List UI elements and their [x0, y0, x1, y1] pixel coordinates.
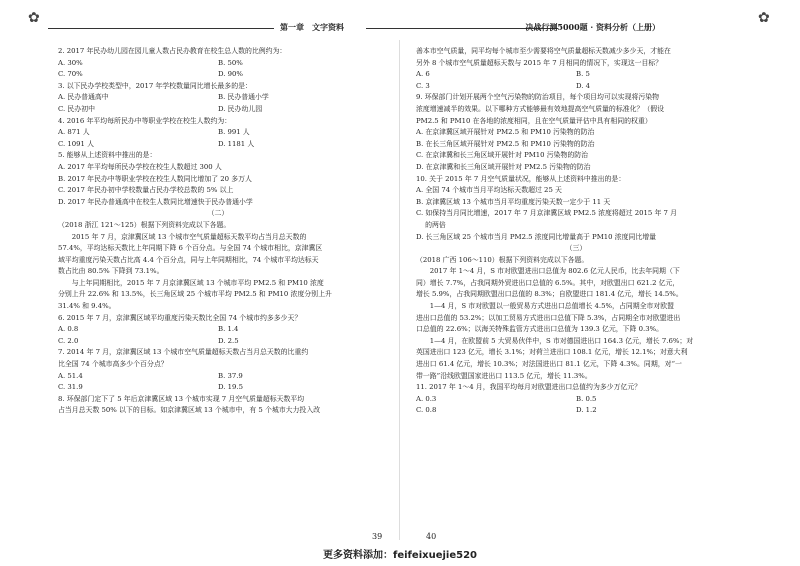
answer-option: A. 0.3 — [416, 394, 437, 403]
book-title: 决战行测5000题 · 资料分析（上册） — [525, 22, 660, 32]
left-page — [58, 46, 378, 417]
text-line: 的两倍 — [416, 220, 446, 229]
text-line: （2018 浙江 121～125）根据下列资料完成以下各题。 — [58, 220, 231, 229]
page-number-right: 40 — [426, 532, 437, 541]
option-row — [58, 382, 378, 394]
answer-option: D. 1.2 — [576, 406, 597, 415]
text-line: 9. 环保部门计划开展两个空气污染物的防治项目，每个项目均可以实现将污染物 — [416, 93, 660, 102]
text-line: 口总值的 22.6%；以海关特殊监管方式进出口总值为 139.3 亿元，下降 0.3%。 — [416, 325, 664, 334]
text-line: 6. 2015 年 7 月，京津冀区域平均重度污染天数比全国 74 个城市约多多少天？ — [58, 313, 302, 322]
text-line: 2017 年 1～4 月，S 市对欧盟进出口总值为 802.6 亿元人民币，比去年同期（下 — [416, 267, 680, 276]
text-line: 7. 2014 年 7 月，京津冀区域 13 个城市空气质量超标天数占当月总天数的比重约 — [58, 348, 309, 357]
text-line: C. 在京津冀和长三角区域开展针对 PM10 污染物的防治 — [416, 151, 589, 160]
answer-option: C. 0.8 — [416, 406, 437, 415]
text-line: 同）增长 7.7%，占我同期外贸进出口总值的 6.5%。其中，对欧盟出口 621.2 亿元， — [416, 278, 680, 287]
text-line: 11. 2017 年 1～4 月，我国平均每月对欧盟进出口总值约为多少万亿元？ — [416, 383, 642, 392]
option-row — [416, 405, 736, 417]
answer-option: B. 991 人 — [218, 128, 250, 137]
answer-option: C. 70% — [58, 70, 83, 79]
option-row — [58, 104, 378, 116]
text-line: D. 2017 年民办普通高中在校生人数同比增速快于民办普通小学 — [58, 197, 253, 206]
text-line: D. 在京津冀和长三角区域开展针对 PM2.5 污染物的防治 — [416, 162, 591, 171]
option-row — [58, 127, 378, 139]
text-line: 英国进出口 123 亿元，增长 3.1%；对荷兰进出口 108.1 亿元，增长 12.1%；对意大利 — [416, 348, 688, 357]
option-row — [58, 58, 378, 70]
answer-option: D. 2.5 — [218, 336, 239, 345]
text-line: 3. 以下民办学校类型中，2017 年学校数量同比增长最多的是： — [58, 81, 252, 90]
answer-option: B. 37.9 — [218, 371, 243, 380]
answer-option: B. 50% — [218, 58, 243, 67]
answer-option: B. 5 — [576, 70, 590, 79]
running-header — [48, 22, 752, 34]
answer-option: C. 3 — [416, 81, 430, 90]
text-line: 8. 环保部门定下了 5 年后京津冀区域 13 个城市实现 7 月空气质量超标天数平均 — [58, 394, 305, 403]
option-row — [58, 139, 378, 151]
text-line: B. 2017 年民办中等职业学校在校生人数同比增加了 20 多万人 — [58, 174, 252, 183]
flower-ornament-icon: ✿ — [758, 10, 770, 26]
text-line: B. 在长三角区域开展针对 PM2.5 和 PM10 污染物的防治 — [416, 139, 595, 148]
text-line: 数占比由 80.5% 下降到 73.1%。 — [58, 267, 164, 276]
text-line: 浓度增速减半的效果。以下哪种方式能够最有效地提高空气质量的标准化？（假设 — [416, 104, 665, 113]
text-line: 分别上升 22.6% 和 13.5%，长三角区域 25 个城市平均 PM2.5 和 PM10 浓度分别上升 — [58, 290, 332, 299]
text-line: C. 2017 年民办初中学校数量占民办学校总数的 5% 以上 — [58, 186, 234, 195]
text-line: 2015 年 7 月，京津冀区域 13 个城市空气质量超标天数平均占当月总天数的 — [58, 232, 307, 241]
answer-option: A. 民办普通高中 — [58, 93, 109, 102]
option-row — [58, 324, 378, 336]
text-line: 善本市空气质量，同平均每个城市至少需要将空气质量超标天数减少多少天，才能在 — [416, 47, 671, 55]
answer-option: C. 2.0 — [58, 336, 79, 345]
answer-option: C. 1091 人 — [58, 139, 95, 148]
text-line: 进出口总值的 53.2%；以加工贸易方式进出口总值下降 5.3%，占同期全市对欧盟进出 — [416, 313, 681, 322]
text-line: A. 全国 74 个城市当月平均达标天数超过 25 天 — [416, 186, 562, 195]
text-line: 占当月总天数 50% 以下的目标。如京津冀区域 13 个城市中，有 5 个城市大力投入改 — [58, 406, 321, 415]
answer-option: D. 19.5 — [218, 383, 244, 392]
text-line: C. 如保持当月同比增速，2017 年 7 月京津冀区域 PM2.5 浓度将超过 2015 年 7 月 — [416, 209, 677, 218]
section-heading: （三） — [565, 244, 587, 253]
answer-option: D. 民办幼儿园 — [218, 104, 263, 113]
text-line: 31.4% 和 9.4%。 — [58, 302, 116, 311]
footer-contact: 更多资料添加：feifeixuejie520 — [323, 550, 477, 561]
flower-ornament-icon: ✿ — [28, 10, 40, 26]
right-page — [416, 46, 736, 417]
option-row — [416, 69, 736, 81]
answer-option: D. 4 — [576, 81, 591, 90]
text-line: 与上年同期相比，2015 年 7 月京津冀区域 13 个城市平均 PM2.5 和 PM10 浓度 — [58, 278, 324, 287]
option-row — [58, 92, 378, 104]
text-line: D. 长三角区域 25 个城市当月 PM2.5 浓度同比增量高于 PM10 浓度同比增量 — [416, 232, 657, 241]
section-heading: （二） — [207, 209, 229, 218]
answer-option: A. 51.4 — [58, 371, 83, 380]
option-row — [416, 81, 736, 93]
text-line: 另外 8 个城市空气质量超标天数与 2015 年 7 月相同的情况下，实现这一目标？ — [416, 58, 663, 67]
answer-option: A. 0.8 — [58, 325, 79, 334]
page-number-left: 39 — [372, 532, 383, 541]
answer-option: B. 1.4 — [218, 325, 239, 334]
text-line: 57.4%，平均达标天数比上年同期下降 6 个百分点。与全国 74 个城市相比，京津冀区 — [58, 244, 323, 253]
option-row — [58, 336, 378, 348]
answer-option: B. 民办普通小学 — [218, 93, 269, 102]
text-line: PM2.5 和 PM10 在各地的浓度相同，且在空气质量评估中具有相同的权重） — [416, 116, 652, 125]
answer-option: A. 30% — [58, 58, 83, 67]
text-line: 10. 关于 2015 年 7 月空气质量状况，能够从上述资料中推出的是： — [416, 174, 626, 183]
answer-option: D. 1181 人 — [218, 139, 255, 148]
text-line: 进出口 61.4 亿元，增长 10.3%；对法国进出口 81.1 亿元，下降 4.3%。同期，对“一 — [416, 360, 682, 369]
answer-option: C. 民办初中 — [58, 104, 95, 113]
chapter-title: 第一章 文字资料 — [280, 22, 344, 32]
text-line: A. 2017 年平均每所民办学校在校生人数超过 300 人 — [58, 162, 222, 171]
answer-option: A. 871 人 — [58, 128, 90, 137]
text-line: 4. 2016 年平均每所民办中等职业学校在校生人数约为： — [58, 116, 232, 125]
text-line: B. 京津冀区域 13 个城市当月平均重度污染天数一定少于 11 天 — [416, 197, 611, 206]
text-line: 1—4 月，在欧盟前 5 大贸易伙伴中，S 市对德国进出口 164.3 亿元，增长 7.6%；对 — [416, 336, 694, 345]
answer-option: C. 31.9 — [58, 383, 83, 392]
text-line: （2018 广西 106～110）根据下列资料完成以下各题。 — [416, 255, 589, 264]
page-gutter — [399, 40, 400, 540]
text-line: 增长 5.9%，占我同期欧盟出口总值的 8.3%；自欧盟进口 181.4 亿元，增长 14.5%。 — [416, 290, 683, 299]
answer-option: A. 6 — [416, 70, 430, 79]
answer-option: B. 0.5 — [576, 394, 597, 403]
text-line: 比全国 74 个城市高多少个百分点？ — [58, 360, 168, 369]
answer-option: D. 90% — [218, 70, 243, 79]
option-row — [58, 69, 378, 81]
header-rule-left — [48, 28, 274, 29]
text-line: 带一路”沿线欧盟国家进出口 113.5 亿元，增长 11.3%。 — [416, 371, 592, 380]
option-row — [58, 371, 378, 383]
text-line: 域平均重度污染天数占比高 4.4 个百分点，同与上年同期相比，74 个城市平均达标天 — [58, 255, 319, 264]
text-line: 2. 2017 年民办幼儿园在园儿童人数占民办教育在校生总人数的比例约为： — [58, 47, 287, 55]
option-row — [416, 394, 736, 406]
text-line: 5. 能够从上述资料中推出的是： — [58, 151, 157, 160]
text-line: A. 在京津冀区域开展针对 PM2.5 和 PM10 污染物的防治 — [416, 128, 595, 137]
text-line: 1—4 月，S 市对欧盟以一般贸易方式进出口总值增长 4.5%，占同期全市对欧盟 — [416, 302, 675, 311]
